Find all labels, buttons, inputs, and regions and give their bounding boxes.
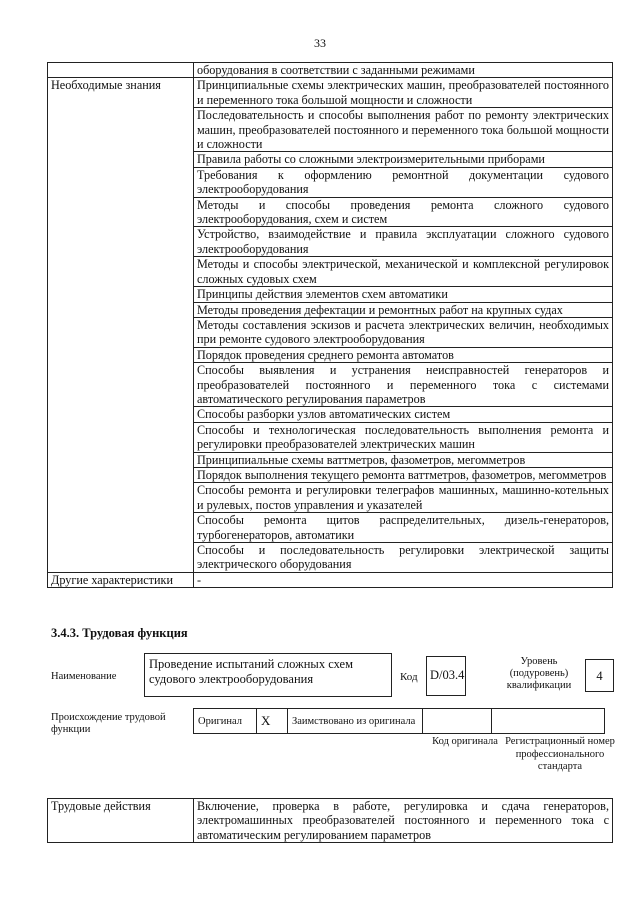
actions-label: Трудовые действия: [48, 799, 194, 843]
knowledge-item: Способы разборки узлов автоматических систем: [194, 407, 613, 422]
empty-label-cell: [48, 63, 194, 78]
page-number: 33: [314, 36, 326, 50]
knowledge-item: Способы ремонта щитов распределительных, дизель-генераторов, турбогенераторов, автоматики: [194, 513, 613, 543]
other-characteristics-row: [48, 572, 613, 587]
continuation-cell: оборудования в соответствии с заданными режимами: [194, 63, 613, 78]
other-characteristics-value: -: [194, 572, 613, 587]
function-code-box: D/03.4: [426, 656, 466, 696]
registration-caption: Регистрационный номер профессионального стандарта: [505, 736, 615, 772]
knowledge-item: Принципиальные схемы ваттметров, фазометров, мегомметров: [194, 452, 613, 467]
origin-label: Происхождение трудовой функции: [51, 712, 166, 735]
other-characteristics-label: Другие характеристики: [48, 572, 194, 587]
table-row: [48, 63, 613, 78]
code-caption: Код оригинала: [432, 736, 498, 747]
knowledge-item: Порядок выполнения текущего ремонта ваттметров, фазометров, мегомметров: [194, 467, 613, 482]
knowledge-item: Последовательность и способы выполнения работ по ремонту электрических машин, преобразователей постоянного и переменного тока большой мощности и сложности: [194, 108, 613, 152]
knowledge-item: Устройство, взаимодействие и правила эксплуатации сложного судового электрооборудования: [194, 227, 613, 257]
knowledge-item: Принципиальные схемы электрических машин, преобразователей постоянного и переменного тока большой мощности и сложности: [194, 78, 613, 108]
original-mark: X: [257, 709, 288, 734]
knowledge-item: Методы и способы электрической, механической и комплексной регулировок сложных судовых схем: [194, 257, 613, 287]
knowledge-item: Методы проведения дефектации и ремонтных работ на крупных судах: [194, 302, 613, 317]
code-label: Код: [400, 671, 418, 683]
knowledge-table: [47, 62, 613, 588]
knowledge-item: Способы выявления и устранения неисправностей генераторов и преобразователей постоянного и переменного тока с системами автоматического регулирования параметров: [194, 363, 613, 407]
function-name-box: Проведение испытаний сложных схем судового электрооборудования: [144, 653, 392, 697]
level-label: Уровень (подуровень) квалификации: [506, 656, 572, 691]
knowledge-item: Требования к оформлению ремонтной документации судового электрооборудования: [194, 167, 613, 197]
borrowed-label: Заимствовано из оригинала: [288, 709, 423, 734]
knowledge-item: Правила работы со сложными электроизмерительными приборами: [194, 152, 613, 167]
knowledge-item: Способы и технологическая последовательность выполнения ремонта и регулировки преобразователей электрических машин: [194, 422, 613, 452]
original-code-cell: [423, 709, 492, 734]
knowledge-item: Принципы действия элементов схем автоматики: [194, 287, 613, 302]
origin-table: [193, 708, 605, 734]
original-label: Оригинал: [194, 709, 257, 734]
knowledge-item: Способы ремонта и регулировки телеграфов машинных, машинно-котельных и рулевых, постов управления и указателей: [194, 483, 613, 513]
name-label: Наименование: [51, 671, 117, 682]
knowledge-item: Порядок проведения среднего ремонта автоматов: [194, 347, 613, 362]
actions-table: [47, 798, 613, 843]
level-value-box: 4: [585, 659, 614, 692]
registration-number-cell: [492, 709, 605, 734]
actions-item: Включение, проверка в работе, регулировка и сдача генераторов, электромашинных преобразователей постоянного и переменного тока с автоматическим регулированием параметров: [194, 799, 613, 843]
knowledge-item: Способы и последовательность регулировки электрической защиты электрического оборудования: [194, 543, 613, 573]
knowledge-item: Методы и способы проведения ремонта сложного судового электрооборудования, схем и систем: [194, 197, 613, 227]
knowledge-label: Необходимые знания: [48, 78, 194, 572]
table-row: [48, 78, 613, 108]
section-heading: 3.4.3. Трудовая функция: [51, 626, 188, 640]
table-row: [48, 799, 613, 843]
knowledge-item: Методы составления эскизов и расчета электрических величин, необходимых при ремонте судового электрооборудования: [194, 317, 613, 347]
